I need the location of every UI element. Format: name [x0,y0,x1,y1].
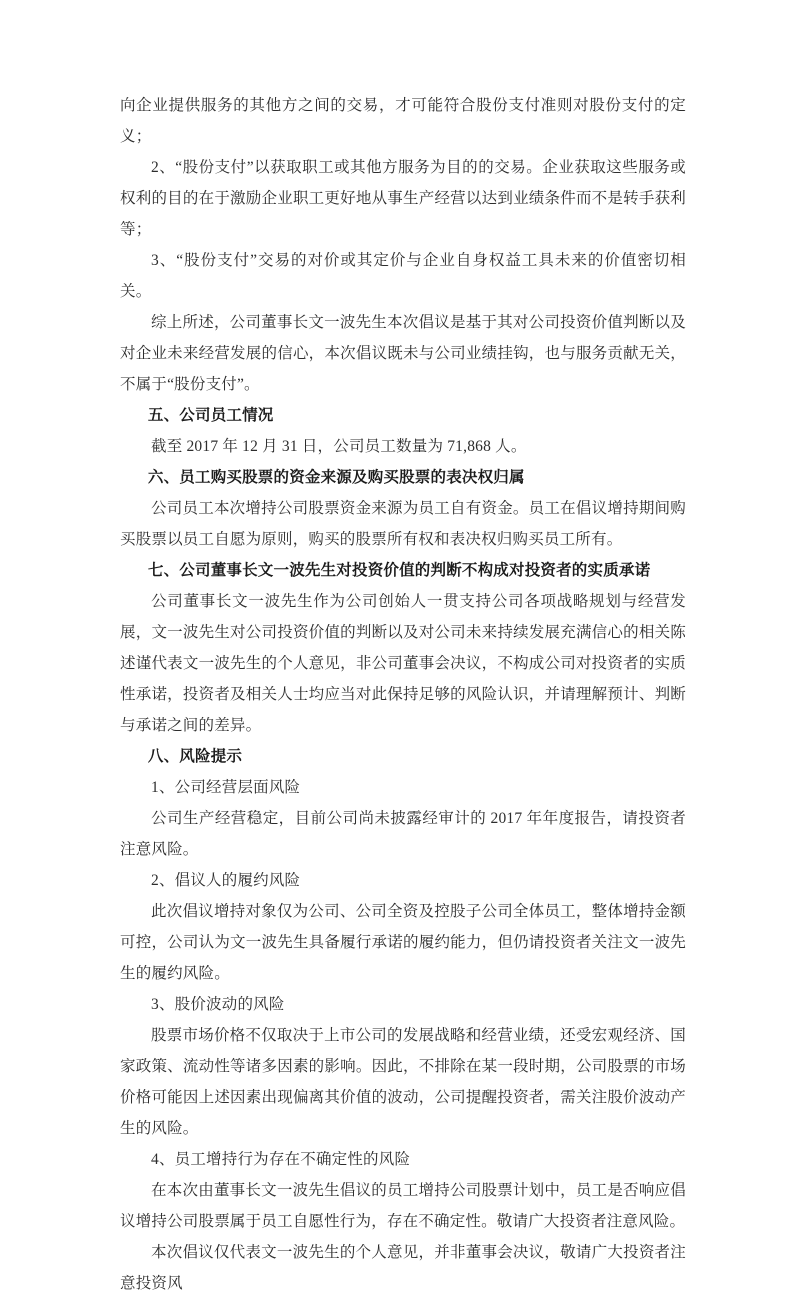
paragraph: 综上所述，公司董事长文一波先生本次倡议是基于其对公司投资价值判断以及对企业未来经营发展的信心，本次倡议既未与公司业绩挂钩，也与服务贡献无关，不属于“股份支付”。 [120,314,686,393]
paragraph: 4、员工增持行为存在不确定性的风险 [151,1151,411,1168]
paragraph: 公司员工本次增持公司股票资金来源为员工自有资金。员工在倡议增持期间购买股票以员工自愿为原则，购买的股票所有权和表决权归购买员工所有。 [120,500,686,548]
document-body [120,90,686,1299]
paragraph: 截至 2017 年 12 月 31 日，公司员工数量为 71,868 人。 [151,438,527,455]
paragraph: 此次倡议增持对象仅为公司、公司全资及控股子公司全体员工，整体增持金额可控，公司认为文一波先生具备履行承诺的履约能力，但仍请投资者关注文一波先生的履约风险。 [120,903,686,982]
paragraph: 公司生产经营稳定，目前公司尚未披露经审计的 2017 年年度报告，请投资者注意风险。 [120,810,686,858]
paragraph: 本次倡议仅代表文一波先生的个人意见，并非董事会决议，敬请广大投资者注意投资风 [120,1244,686,1292]
paragraph: 1、公司经营层面风险 [151,779,301,796]
paragraph: 在本次由董事长文一波先生倡议的员工增持公司股票计划中，员工是否响应倡议增持公司股票属于员工自愿性行为，存在不确定性。敬请广大投资者注意风险。 [120,1182,686,1230]
paragraph: 股票市场价格不仅取决于上市公司的发展战略和经营业绩，还受宏观经济、国家政策、流动性等诸多因素的影响。因此，不排除在某一段时期，公司股票的市场价格可能因上述因素出现偏离其价值的波动，公司提醒投资者，需关注股价波动产生的风险。 [120,1027,686,1137]
paragraph: 2、倡议人的履约风险 [151,872,301,889]
section-heading: 八、风险提示 [147,748,243,765]
paragraph: 3、“股份支付”交易的对价或其定价与企业自身权益工具未来的价值密切相关。 [120,252,686,300]
section-heading: 五、公司员工情况 [147,407,274,424]
paragraph: 向企业提供服务的其他方之间的交易，才可能符合股份支付准则对股份支付的定义； [120,97,686,145]
paragraph: 3、股价波动的风险 [151,996,285,1013]
paragraph: 2、“股份支付”以获取职工或其他方服务为目的的交易。企业获取这些服务或权利的目的在于激励企业职工更好地从事生产经营以达到业绩条件而不是转手获利等； [120,159,686,238]
section-heading: 七、公司董事长文一波先生对投资价值的判断不构成对投资者的实质承诺 [147,562,651,579]
section-heading: 六、员工购买股票的资金来源及购买股票的表决权归属 [147,469,525,486]
paragraph: 公司董事长文一波先生作为公司创始人一贯支持公司各项战略规划与经营发展，文一波先生对公司投资价值的判断以及对公司未来持续发展充满信心的相关陈述谨代表文一波先生的个人意见，非公司董事会决议，不构成公司对投资者的实质性承诺，投资者及相关人士均应当对此保持足够的风险认识，并请理解预计、判断与承诺之间的差异。 [120,593,686,734]
